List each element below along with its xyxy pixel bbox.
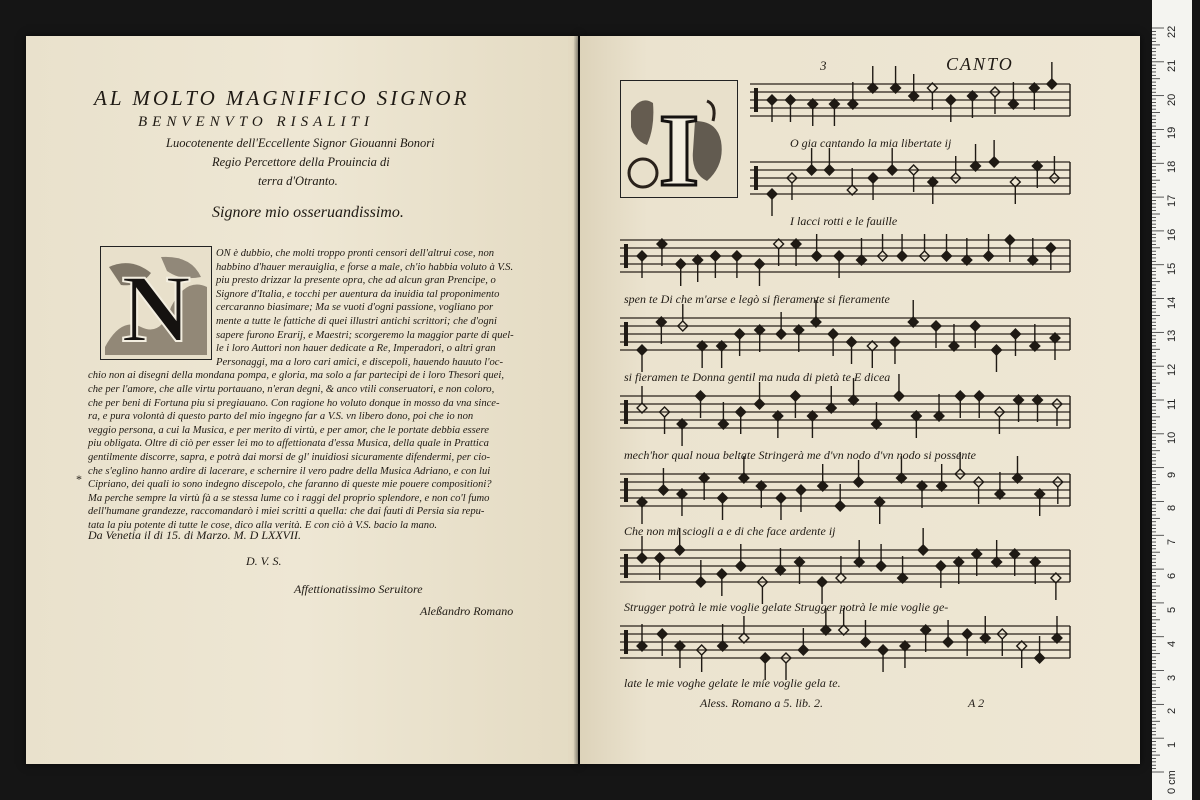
note xyxy=(717,569,727,579)
ruler-label: 4 xyxy=(1166,640,1178,647)
note xyxy=(657,629,667,639)
note xyxy=(710,251,720,261)
dedication-line: piu presto drizzar la presente opra, che ad alcun gran Prencipe, o xyxy=(216,275,496,287)
ruler-label: 16 xyxy=(1166,228,1178,241)
note xyxy=(776,329,786,339)
dedication-line: che per l'amore, che alle virtu portauano, n'eran degni, & anco vtili conseruatori, e non coloro, xyxy=(88,384,495,395)
note xyxy=(637,251,647,261)
lyric-line: mech'hor qual noua beltate Stringerà me d'vn nodo d'vn nodo si possente xyxy=(624,448,976,462)
decorated-initial-n xyxy=(100,246,212,360)
ruler-label: 0 cm xyxy=(1166,770,1178,794)
note xyxy=(796,485,806,495)
clef xyxy=(624,478,628,502)
note xyxy=(943,637,953,647)
dedication-line: Cipriano, dei quali io sono indegno discepolo, che faranno di queste mie pouere compositioni? xyxy=(88,479,492,491)
note xyxy=(767,189,777,199)
staff xyxy=(620,608,1070,680)
signature-mark: A 2 xyxy=(968,696,985,710)
note xyxy=(878,645,888,655)
note xyxy=(894,391,904,401)
dedication-line: piu obligata. Oltre di ciò per esser lei mo to affettionata d'essa Musica, della quale in Prattica xyxy=(88,438,489,450)
note xyxy=(718,493,728,503)
note xyxy=(936,561,946,571)
dedication-line: gentilmente discorre, sapra, e potrà dai morsi de gl' inuidiosi sicuramente difendermi, per cio- xyxy=(88,452,491,463)
note xyxy=(887,165,897,175)
subtitle-line-2: Regio Percettore della Prouincia di xyxy=(212,155,390,169)
ruler-label: 7 xyxy=(1166,539,1178,546)
lyric-line: O gia cantando la mia libertate ij xyxy=(790,136,952,150)
ruler-label: 3 xyxy=(1166,674,1178,681)
note xyxy=(655,553,665,563)
note xyxy=(931,321,941,331)
note xyxy=(637,345,647,355)
ruler-label: 5 xyxy=(1166,606,1178,613)
voice-title: CANTO xyxy=(946,54,1014,74)
staff xyxy=(620,528,1070,604)
svg-text:I: I xyxy=(658,93,700,197)
note xyxy=(696,577,706,587)
note xyxy=(868,173,878,183)
dedication-line: habbino d'hauer merauiglia, e forse a male, ch'io habbia voluto à V.S. xyxy=(216,261,514,273)
clef xyxy=(624,554,628,578)
footer-attribution: Aless. Romano a 5. lib. 2. xyxy=(700,696,823,710)
clef xyxy=(624,630,628,654)
note xyxy=(890,337,900,347)
dedication-line: Personaggi, ma a loro cari amici, e discepoli, hauendo hauuto l'oc- xyxy=(216,356,503,368)
note xyxy=(984,251,994,261)
note xyxy=(847,337,857,347)
ruler-label: 19 xyxy=(1166,127,1178,140)
note xyxy=(786,95,796,105)
clef xyxy=(754,88,758,112)
svg-text:N: N xyxy=(121,255,191,359)
signature: Aleßandro Romano xyxy=(420,604,514,618)
note xyxy=(918,545,928,555)
note xyxy=(776,493,786,503)
dedication-line: ra, e pura volontà di questo parto del mio ingegno far a V.S. vn libero dono, poi che io non xyxy=(88,411,474,423)
lyric-line: si fieramen te Donna gentil ma nuda di pietà te E dicea xyxy=(624,370,891,384)
left-page xyxy=(26,36,578,764)
note xyxy=(658,485,668,495)
page-number: 3 xyxy=(820,58,827,73)
dvs-abbreviation: D. V. S. xyxy=(246,554,282,568)
lyric-line: late le mie voghe gelate le mie voglie gela te. xyxy=(624,676,841,690)
dedication-line: che per beni di Fortuna piu si pregiauano. Con ragione ho voluto donque in mosso da vna since- xyxy=(88,397,500,409)
ruler-label: 21 xyxy=(1166,59,1178,72)
dedication-line: tata la piu potente di tutte le cose, dico alla verità. E con ciò à V.S. bacio la mano. xyxy=(88,520,438,531)
note xyxy=(824,165,834,175)
dedication-line: Signore d'Italia, e tocchi per auentura da inuidia tal proponimento xyxy=(216,288,500,300)
salutation: Signore mio osseruandissimo. xyxy=(212,204,404,221)
ruler-label: 18 xyxy=(1166,161,1178,174)
clef xyxy=(624,244,628,268)
note xyxy=(1046,243,1056,253)
note xyxy=(946,95,956,105)
note xyxy=(897,251,907,261)
lyric-line: spen te Di che m'arse e legò si fieramente si fieramente xyxy=(624,292,890,306)
note xyxy=(974,391,984,401)
dedication-line: cercaranno biasimare; Ma se vuoti d'ogni passione, vogliano por xyxy=(216,302,494,314)
note xyxy=(1047,79,1057,89)
note xyxy=(834,251,844,261)
ruler-label: 1 xyxy=(1166,742,1178,749)
clef xyxy=(754,166,758,190)
ruler-label: 20 xyxy=(1166,93,1178,106)
subtitle-line-3: terra d'Otranto. xyxy=(258,174,338,188)
note xyxy=(989,157,999,167)
right-page xyxy=(580,36,1140,764)
ruler-label: 12 xyxy=(1166,363,1178,377)
dedication-heading: AL MOLTO MAGNIFICO SIGNOR xyxy=(94,86,470,110)
note xyxy=(955,391,965,401)
dedication-line: che s'eglino hanno ardire di lacerare, e schernire il vero padre della Musica Adriano, e con lui xyxy=(88,465,491,477)
note xyxy=(798,645,808,655)
staff xyxy=(750,140,1070,216)
note xyxy=(807,165,817,175)
note xyxy=(812,251,822,261)
ruler-label: 15 xyxy=(1166,262,1178,275)
note xyxy=(1005,235,1015,245)
dedication-line: ON è dubbio, che molti troppo pronti censori dell'altrui cose, non xyxy=(216,248,495,259)
note xyxy=(876,561,886,571)
staff xyxy=(750,62,1070,126)
note xyxy=(1035,653,1045,663)
lyric-line: I lacci rotti e le fauille xyxy=(790,214,898,228)
clef xyxy=(624,322,628,346)
note xyxy=(817,577,827,587)
note xyxy=(732,251,742,261)
margin-mark: * xyxy=(76,472,82,486)
ruler-label: 13 xyxy=(1166,330,1178,343)
note xyxy=(696,391,706,401)
staff xyxy=(620,234,1070,286)
note xyxy=(735,329,745,339)
ruler-label: 2 xyxy=(1166,708,1178,715)
ruler-label: 8 xyxy=(1166,505,1178,512)
note xyxy=(767,95,777,105)
ruler-label: 17 xyxy=(1166,194,1178,208)
note xyxy=(992,345,1002,355)
woodcut-illustration xyxy=(101,247,211,359)
lyric-line: Che non mi sciogli a e di che face ardente ij xyxy=(624,524,836,538)
note xyxy=(637,553,647,563)
lyric-line: Strugger potrà le mie voglie gelate Strugger potrà le mie voglie ge- xyxy=(624,600,949,614)
note xyxy=(970,321,980,331)
dedication-line: chio non ai disegni della mondana pompa, e gloria, ma solo a far partecipi de i loro Thesori quei, xyxy=(88,370,504,382)
dedication-line: Ma perche sempre la virtù fà a se stessa lume co i raggi del proprio splendore, e non co'l fumo xyxy=(88,492,490,504)
note xyxy=(755,399,765,409)
dedication-line: dell'humane grandezze, raccomandarò i miei scritti a quella: che dai fauti di Persia sia repu- xyxy=(88,506,485,518)
ruler-label: 14 xyxy=(1166,296,1178,309)
dedication-line: sapere furono Erarij, e Maestri; scorgeremo la maggior parte di quel- xyxy=(216,329,514,341)
ruler-label: 11 xyxy=(1166,398,1178,410)
clef xyxy=(624,400,628,424)
note xyxy=(675,545,685,555)
measuring-ruler xyxy=(1152,0,1192,800)
ruler-label: 6 xyxy=(1166,572,1178,580)
dedication-line: le i loro Auttori non hauer dedicate a Re, Imperadori, o altri gran xyxy=(216,343,496,355)
note xyxy=(861,637,871,647)
note xyxy=(835,501,845,511)
ruler-label: 10 xyxy=(1166,431,1178,444)
note xyxy=(962,629,972,639)
dedication-line: veggio persona, a cui la Musica, e per merito di virtù, e per amor, che le portate debbia essere xyxy=(88,424,489,436)
dedicatee-name: BENVENVTO RISALITI xyxy=(138,114,374,130)
staff xyxy=(620,300,1070,372)
note xyxy=(760,653,770,663)
ruler-label: 22 xyxy=(1166,25,1178,38)
note xyxy=(755,259,765,269)
note xyxy=(942,251,952,261)
closing-formula: Affettionatissimo Seruitore xyxy=(294,582,423,596)
note xyxy=(676,259,686,269)
date-line: Da Venetia il di 15. di Marzo. M. D LXXVII. xyxy=(88,528,301,542)
note xyxy=(736,407,746,417)
subtitle-line-1: Luocotenente dell'Eccellente Signor Giouanni Bonori xyxy=(166,136,435,150)
dedication-line: mente a tutte le fattiche di quei illustri antichi scrittori; che d'ogni xyxy=(216,316,497,327)
note xyxy=(736,561,746,571)
note xyxy=(790,391,800,401)
note xyxy=(1011,329,1021,339)
note xyxy=(854,477,864,487)
note xyxy=(828,329,838,339)
ruler-label: 9 xyxy=(1166,471,1178,478)
